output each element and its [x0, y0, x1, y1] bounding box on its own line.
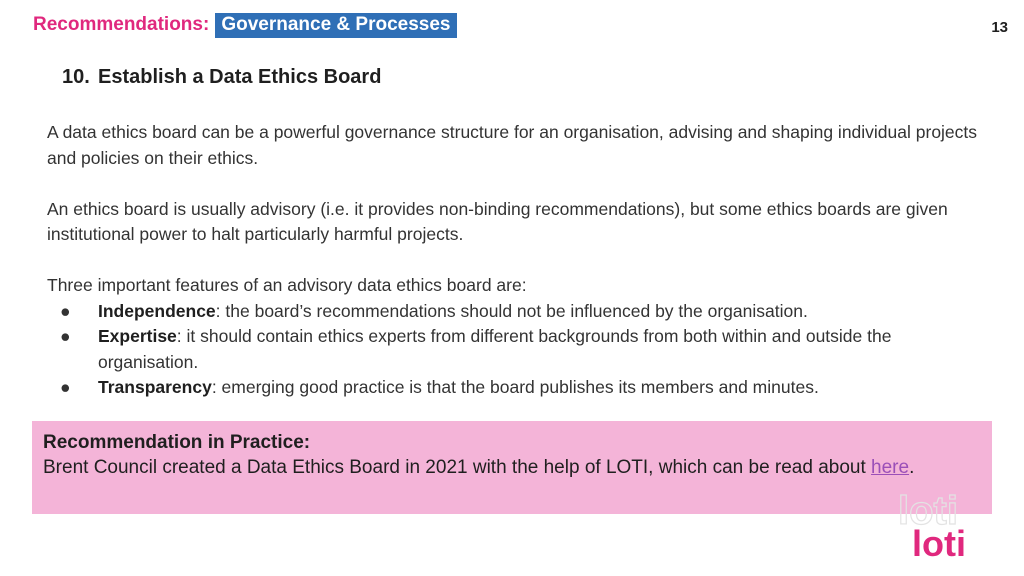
bullet-icon: ● — [60, 377, 71, 397]
section-title — [62, 66, 381, 89]
header — [33, 12, 457, 38]
list-item — [47, 375, 987, 401]
callout-body — [43, 456, 981, 481]
paragraph-2: An ethics board is usually advisory (i.e. it provides non-binding recommendations), but some ethics boards are given institutional power to halt particularly harmful projects. — [47, 198, 948, 244]
list-item — [47, 324, 987, 375]
bullet-term: Transparency — [98, 377, 212, 397]
bullet-text: : emerging good practice is that the board publishes its members and minutes. — [211, 377, 819, 397]
bullet-text: : the board’s recommendations should not be influenced by the organisation. — [215, 300, 808, 321]
list-item — [47, 299, 987, 325]
here-link[interactable]: here — [871, 456, 910, 478]
callout-end: . — [909, 456, 915, 478]
loti-logo — [894, 488, 994, 562]
bullet-term: Independence — [98, 300, 216, 321]
feature-list — [47, 299, 987, 401]
body-text — [47, 120, 987, 401]
logo-outline: loti — [898, 489, 958, 533]
bullet-term: Expertise — [98, 326, 177, 346]
list-intro: Three important features of an advisory data ethics board are: — [47, 275, 527, 295]
bullet-icon: ● — [60, 326, 71, 346]
paragraph-1: A data ethics board can be a powerful governance structure for an organisation, advising and shaping individual projects and policies on their ethics. — [47, 122, 978, 168]
header-prefix: Recommendations: — [33, 14, 210, 35]
page-number: 13 — [991, 19, 1008, 36]
header-tag: Governance & Processes — [215, 13, 456, 38]
callout-box — [32, 421, 992, 514]
logo-text: loti — [912, 523, 966, 562]
callout-text: Brent Council created a Data Ethics Board in 2021 with the help of LOTI, which can be read about — [43, 456, 872, 478]
callout-title: Recommendation in Practice: — [43, 432, 311, 453]
section-number: 10. — [62, 66, 90, 88]
bullet-text: : it should contain ethics experts from different backgrounds from both within and outside the organisation. — [98, 326, 892, 372]
bullet-icon: ● — [60, 300, 71, 321]
section-title-text: Establish a Data Ethics Board — [98, 66, 382, 88]
